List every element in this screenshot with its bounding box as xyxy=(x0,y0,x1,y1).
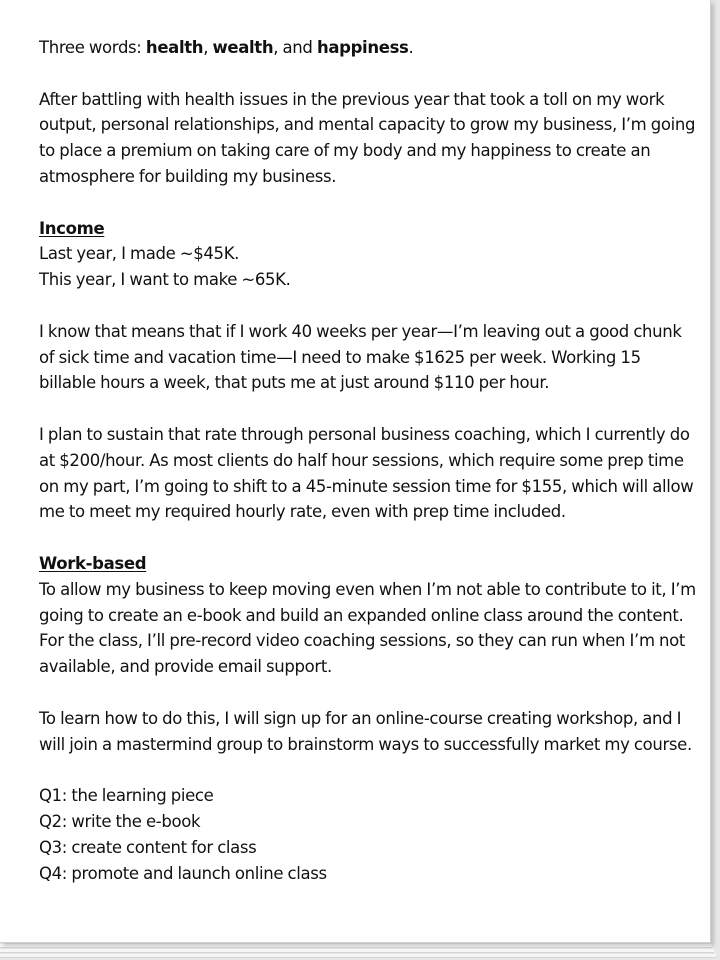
intro-prefix: Three words: xyxy=(39,38,146,57)
income-heading: Income xyxy=(39,218,105,238)
document-body xyxy=(39,35,699,886)
income-last-year: Last year, I made ~$45K. xyxy=(39,244,240,264)
paragraph-gap xyxy=(39,525,699,551)
paragraph-gap xyxy=(39,396,699,422)
paragraph-gap xyxy=(39,61,699,87)
intro-suffix: . xyxy=(408,38,414,57)
paragraph-gap xyxy=(39,190,699,216)
paper-stack-edge xyxy=(0,949,714,953)
work-heading: Work-based xyxy=(39,553,147,573)
intro-separator: , xyxy=(203,38,213,57)
intro-line xyxy=(39,35,699,61)
quarter-plan-list xyxy=(39,783,699,886)
intro-word-happiness: happiness xyxy=(316,38,409,57)
intro-word-health: health xyxy=(145,38,204,57)
income-coaching-paragraph: I plan to sustain that rate through personal business coaching, which I currently do at $200/hour. As most clients do half hour sessions, which require some prep time on my part, I’m going to shift to a 45-minute session time for $155, which will allow me to meet my required hourly rate, even with prep time included. xyxy=(39,424,694,522)
intro-word-wealth: wealth xyxy=(212,38,274,57)
quarter-item: Q1: the learning piece xyxy=(39,786,214,806)
work-ebook-paragraph: To allow my business to keep moving even when I’m not able to contribute to it, I’m going to create an e-book and build an expanded online class around the content. For the class, I’ll pre-record video coaching sessions, so they can run when I’m not available, and provide email support. xyxy=(39,579,696,677)
work-learning-paragraph: To learn how to do this, I will sign up for an online-course creating workshop, and I will join a mastermind group to brainstorm ways to successfully market my course. xyxy=(39,708,692,754)
intro-separator: , and xyxy=(273,38,317,57)
paragraph-gap xyxy=(39,293,699,319)
paper-stack-edge xyxy=(0,944,712,948)
paragraph-gap xyxy=(39,680,699,706)
income-this-year: This year, I want to make ~65K. xyxy=(39,270,291,290)
paper-stack-edge xyxy=(0,954,716,958)
paragraph-gap xyxy=(39,757,699,783)
quarter-item: Q3: create content for class xyxy=(39,837,257,857)
income-rate-paragraph: I know that means that if I work 40 weeks per year—I’m leaving out a good chunk of sick time and vacation time—I need to make $1625 per week. Working 15 billable hours a week, that puts me at just around $110 per hour. xyxy=(39,321,682,393)
health-paragraph: After battling with health issues in the previous year that took a toll on my work output, personal relationships, and mental capacity to grow my business, I’m going to place a premium on taking care of my body and my happiness to create an atmosphere for building my business. xyxy=(39,89,696,186)
quarter-item: Q2: write the e-book xyxy=(39,811,201,831)
quarter-item: Q4: promote and launch online class xyxy=(39,863,327,883)
